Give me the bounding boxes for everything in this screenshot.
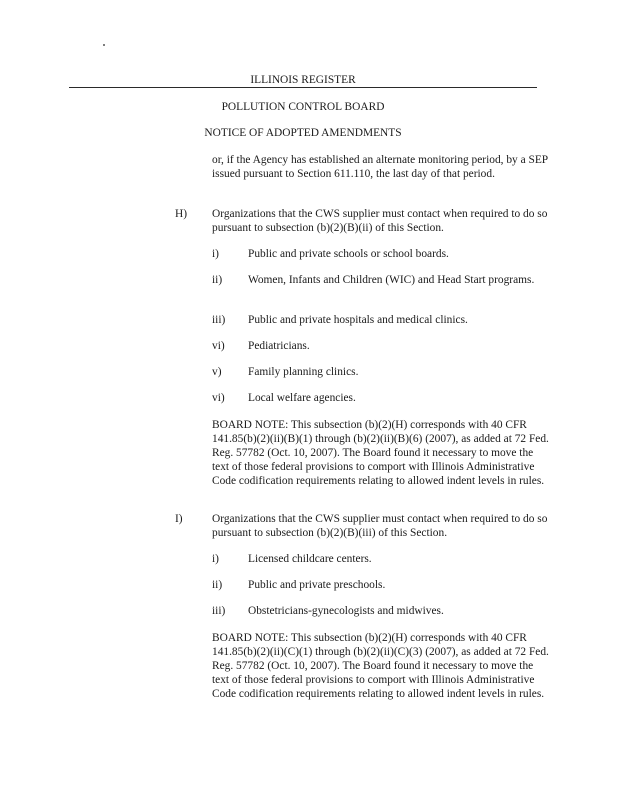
list-item-number: vi) [212,392,225,404]
list-item-number: ii) [212,579,223,591]
list-item: Obstetricians-gynecologists and midwives. [248,605,444,617]
section-h-label: H) [175,208,188,220]
list-item: Pediatricians. [248,340,310,352]
board-note-h: BOARD NOTE: This subsection (b)(2)(H) corresponds with 40 CFR 141.85(b)(2)(ii)(B)(1) through (b)(2)(ii)(B)(6) (2007), as added at 72 Fed. Reg. 57782 (Oct. 10, 2007). The Board found it necessary to move the text of those federal provisions to comport with Illinois Administrative Code codification requirements relating to allowed indent levels in rules. [212,419,549,487]
header-rule [69,87,537,88]
list-item: Local welfare agencies. [248,392,356,404]
list-item: Women, Infants and Children (WIC) and Head Start programs. [248,274,535,286]
board-note-i: BOARD NOTE: This subsection (b)(2)(H) corresponds with 40 CFR 141.85(b)(2)(ii)(C)(1) through (b)(2)(ii)(C)(3) (2007), as added at 72 Fed. Reg. 57782 (Oct. 10, 2007). The Board found it necessary to move the text of those federal provisions to comport with Illinois Administrative Code codification requirements relating to allowed indent levels in rules. [212,632,549,700]
list-item-number: vi) [212,340,225,352]
list-item: Licensed childcare centers. [248,553,372,565]
board-name: POLLUTION CONTROL BOARD [221,101,385,113]
list-item: Public and private preschools. [248,579,386,591]
list-item-number: v) [212,366,222,378]
register-title: ILLINOIS REGISTER [250,74,356,86]
continuation-paragraph: or, if the Agency has established an alternate monitoring period, by a SEP issued pursuant to Section 611.110, the last day of that period. [212,154,548,180]
section-i-label: I) [175,513,183,525]
list-item-number: iii) [212,314,226,326]
list-item-number: i) [212,248,219,260]
list-item: Public and private schools or school boards. [248,248,449,260]
section-h-text: Organizations that the CWS supplier must contact when required to do so pursuant to subsection (b)(2)(B)(ii) of this Section. [212,208,548,234]
notice-title: NOTICE OF ADOPTED AMENDMENTS [204,127,402,139]
list-item: Public and private hospitals and medical clinics. [248,314,468,326]
list-item-number: iii) [212,605,226,617]
list-item-number: i) [212,553,219,565]
list-item: Family planning clinics. [248,366,359,378]
scan-speck [103,44,105,46]
section-i-text: Organizations that the CWS supplier must contact when required to do so pursuant to subsection (b)(2)(B)(iii) of this Section. [212,513,548,539]
list-item-number: ii) [212,274,223,286]
